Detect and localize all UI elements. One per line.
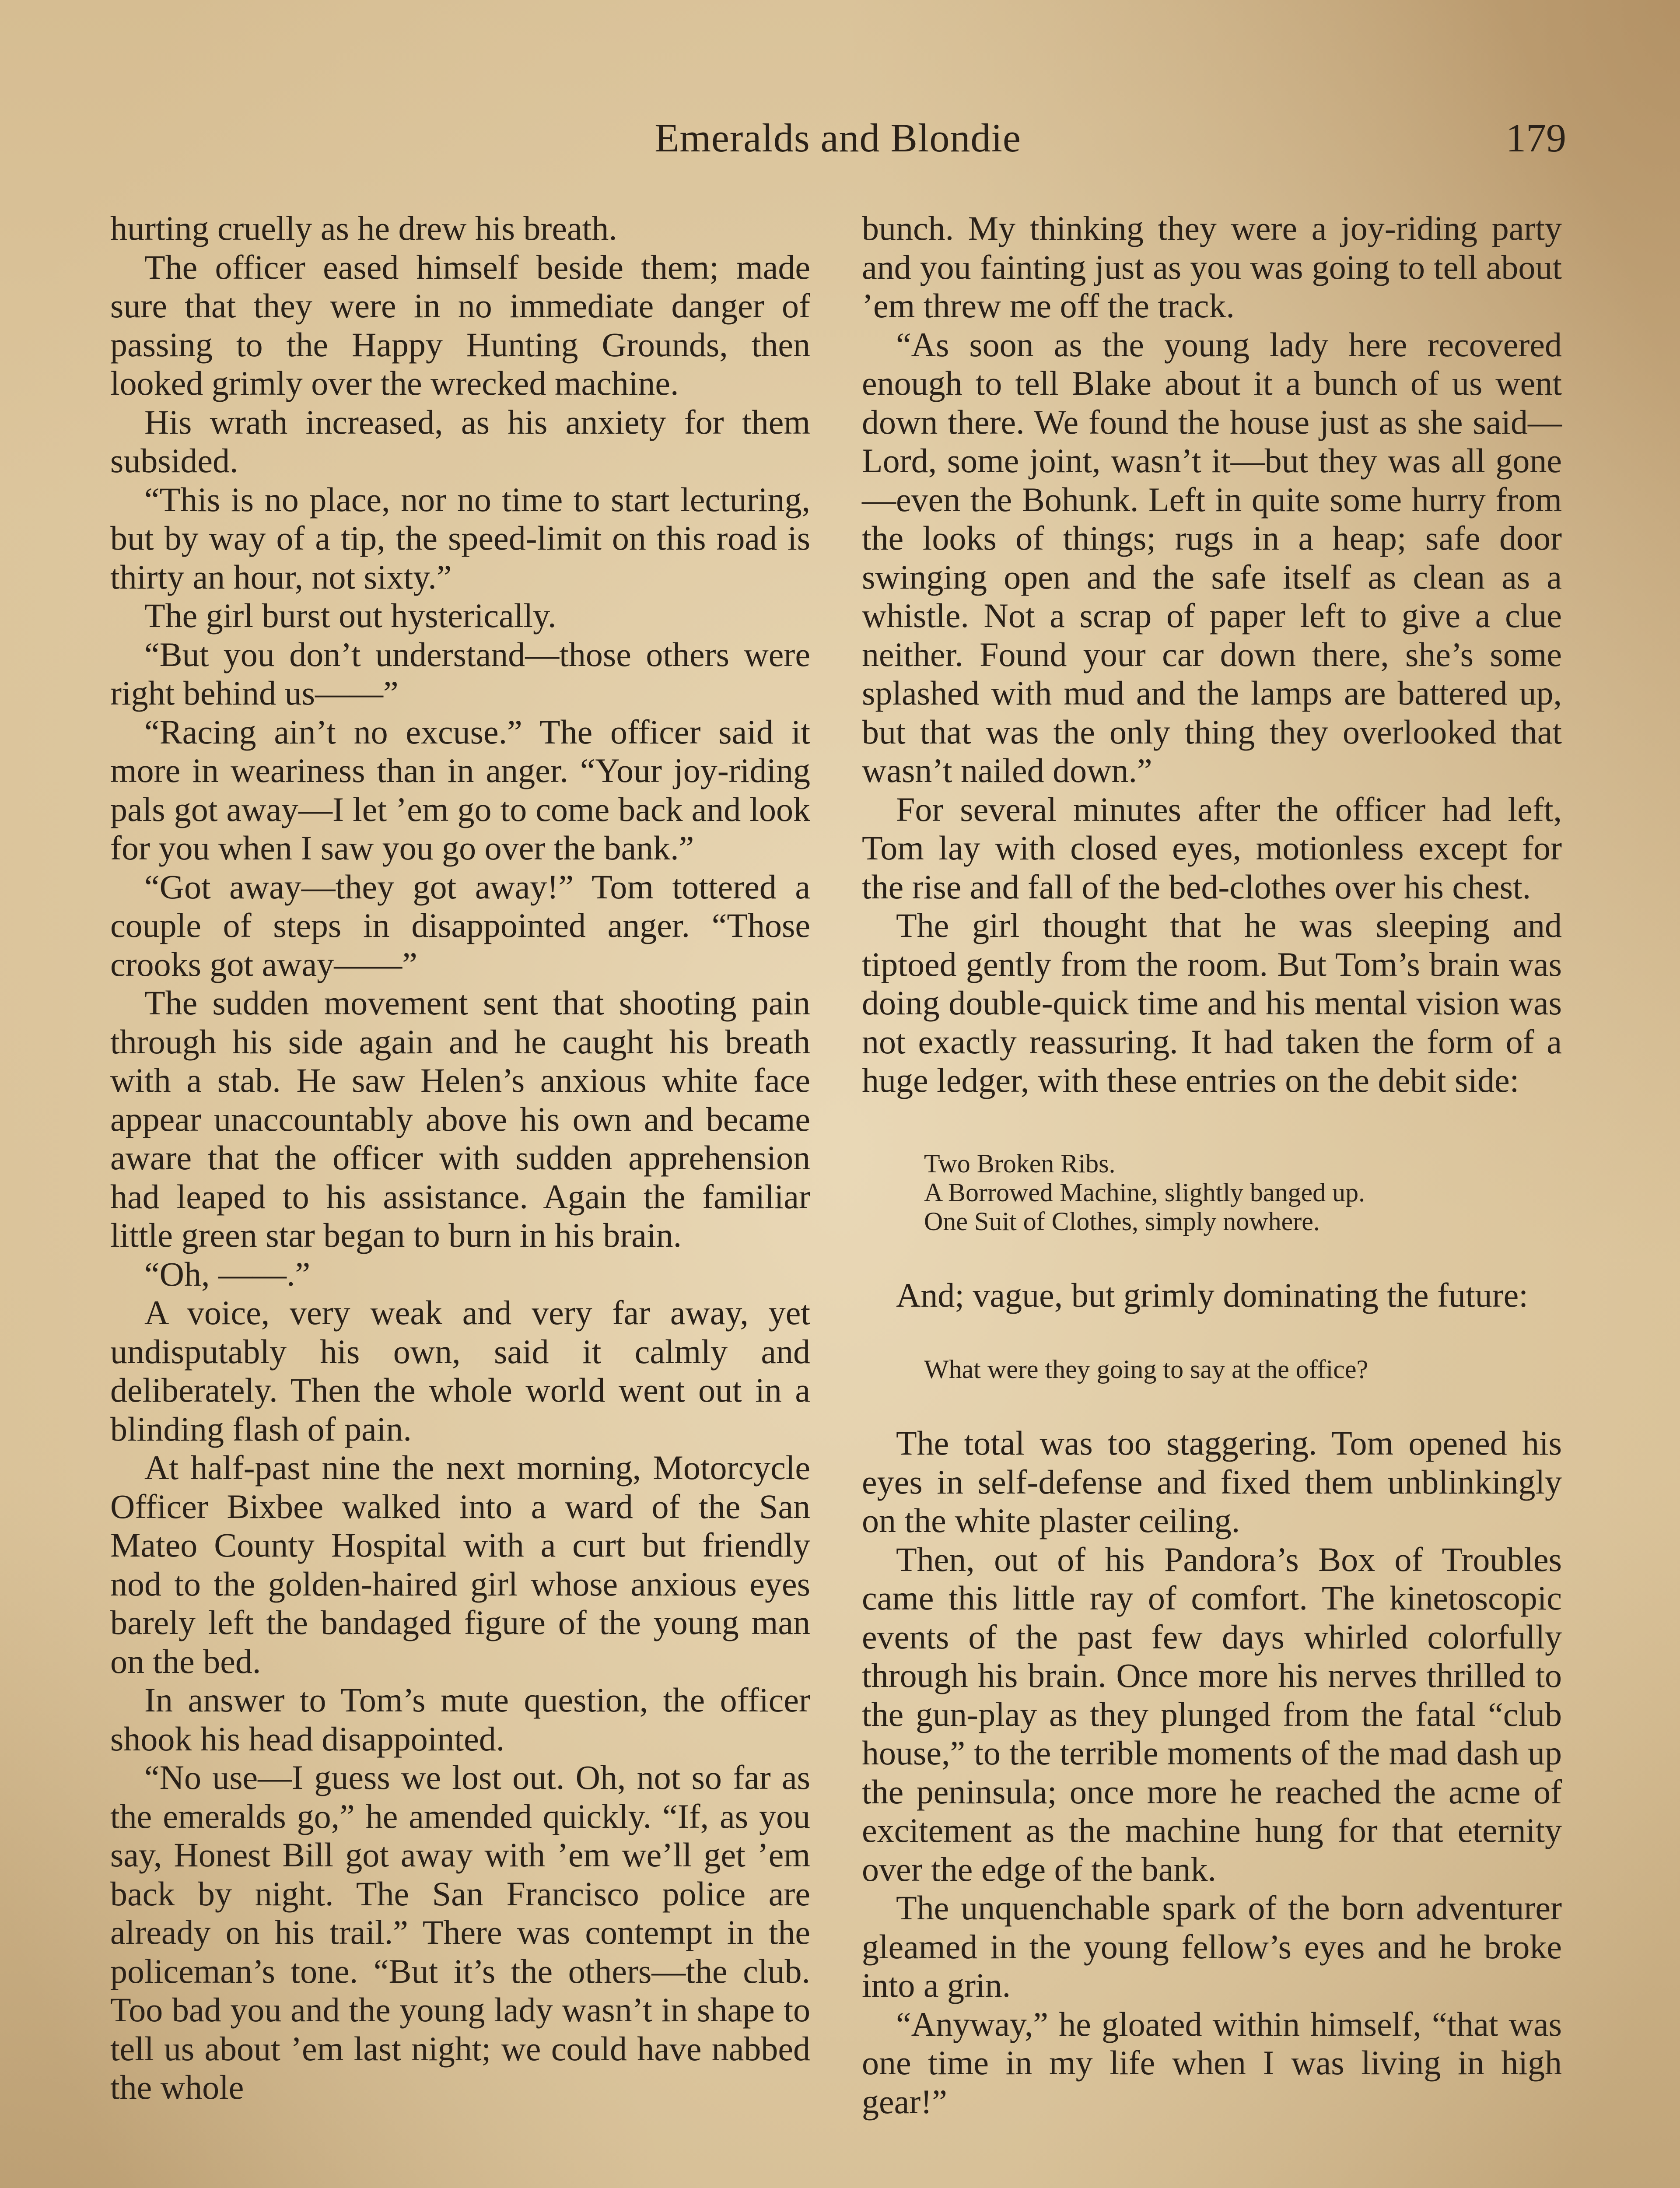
paragraph: In answer to Tom’s mute question, the officer shook his head disappointed. [110, 1681, 810, 1758]
paragraph: The total was too staggering. Tom opened his eyes in self-defense and fixed them unblinkingly on the white plaster ceiling. [862, 1424, 1562, 1539]
debit-entry: Two Broken Ribs. [924, 1149, 1116, 1178]
paragraph: The girl burst out hysterically. [144, 596, 556, 635]
paragraph: “Got away—they got away!” Tom tottered a couple of steps in disappointed anger. “Those crooks got away——” [110, 867, 810, 983]
paragraph: “As soon as the young lady here recovered enough to tell Blake about it a bunch of us went down there. We found the house just as she said—Lord, some joint, wasn’t it—but they was all gone—even the Bohunk. Left in quite some hurry from the looks of things; rugs in a heap; safe door swinging open and the safe itself as clean as a whistle. Not a scrap of paper left to give a clue neither. Found your car down there, she’s some splashed with mud and the lamps are battered up, but that was the only thing they overlooked that wasn’t nailed down.” [862, 325, 1562, 789]
paragraph: Then, out of his Pandora’s Box of Troubles came this little ray of comfort. The kinetoscopic events of the past few days whirled colorfully through his brain. Once more his nerves thrilled to the gun-play as they plunged from the fatal “club house,” to the terrible moments of the mad dash up the peninsula; once more he reached the acme of excitement as the machine hung for that eternity over the edge of the bank. [862, 1540, 1562, 1888]
debit-entry: A Borrowed Machine, slightly banged up. [924, 1178, 1365, 1207]
page-number: 179 [1506, 116, 1566, 160]
aside-question: What were they going to say at the office? [924, 1355, 1368, 1384]
paragraph: “No use—I guess we lost out. Oh, not so far as the emeralds go,” he amended quickly. “If, as you say, Honest Bill got away with ’em we’ll get ’em back by night. The San Francisco police are already on his trail.” There was contempt in the policeman’s tone. “But it’s the others—the club. Too bad you and the young lady wasn’t in shape to tell us about ’em last night; we could have nabbed the whole [110, 1758, 810, 2106]
paragraph: hurting cruelly as he drew his breath. [110, 209, 617, 247]
debit-entries [924, 1149, 1562, 1236]
paragraph: The unquenchable spark of the born adventurer gleamed in the young fellow’s eyes and he broke into a grin. [862, 1889, 1562, 2004]
paragraph: At half-past nine the next morning, Motorcycle Officer Bixbee walked into a ward of the San Mateo County Hospital with a curt but friendly nod to the golden-haired girl whose anxious eyes barely left the bandaged figure of the young man on the bed. [110, 1448, 810, 1680]
paragraph: “Anyway,” he gloated within himself, “that was one time in my life when I was living in high gear!” [862, 2005, 1562, 2121]
left-column [110, 209, 810, 2107]
paragraph: The sudden movement sent that shooting pain through his side again and he caught his breath with a stab. He saw Helen’s anxious white face appear unaccountably above his own and became aware that the officer with sudden apprehension had leaped to his assistance. Again the familiar little green star began to burn in his brain. [110, 984, 810, 1254]
running-title: Emeralds and Blondie [654, 116, 1021, 160]
paragraph: “This is no place, nor no time to start lecturing, but by way of a tip, the speed-limit on this road is thirty an hour, not sixty.” [110, 480, 810, 596]
paragraph: His wrath increased, as his anxiety for them subsided. [110, 403, 810, 480]
right-column [862, 209, 1562, 2121]
paragraph: “Racing ain’t no excuse.” The officer said it more in weariness than in anger. “Your joy-riding pals got away—I let ’em go to come back and look for you when I saw you go over the bank.” [110, 712, 810, 867]
paragraph: bunch. My thinking they were a joy-riding party and you fainting just as you was going to tell about ’em threw me off the track. [862, 209, 1562, 325]
paragraph: The officer eased himself beside them; made sure that they were in no immediate danger of passing to the Happy Hunting Grounds, then looked grimly over the wrecked machine. [110, 248, 810, 402]
paragraph: “Oh, ——.” [144, 1255, 311, 1293]
paragraph: The girl thought that he was sleeping and tiptoed gently from the room. But Tom’s brain was doing double-quick time and his mental vision was not exactly reassuring. It had taken the form of a huge ledger, with these entries on the debit side: [862, 906, 1562, 1099]
debit-entry: One Suit of Clothes, simply nowhere. [924, 1206, 1320, 1236]
paragraph: And; vague, but grimly dominating the future: [896, 1276, 1528, 1314]
paragraph: “But you don’t understand—those others were right behind us——” [110, 635, 810, 712]
paragraph: A voice, very weak and very far away, yet undisputably his own, said it calmly and deliberately. Then the whole world went out in a blinding flash of pain. [110, 1294, 810, 1448]
page-header [109, 115, 1566, 167]
paragraph: For several minutes after the officer had left, Tom lay with closed eyes, motionless except for the rise and fall of the bed-clothes over his chest. [862, 790, 1562, 906]
